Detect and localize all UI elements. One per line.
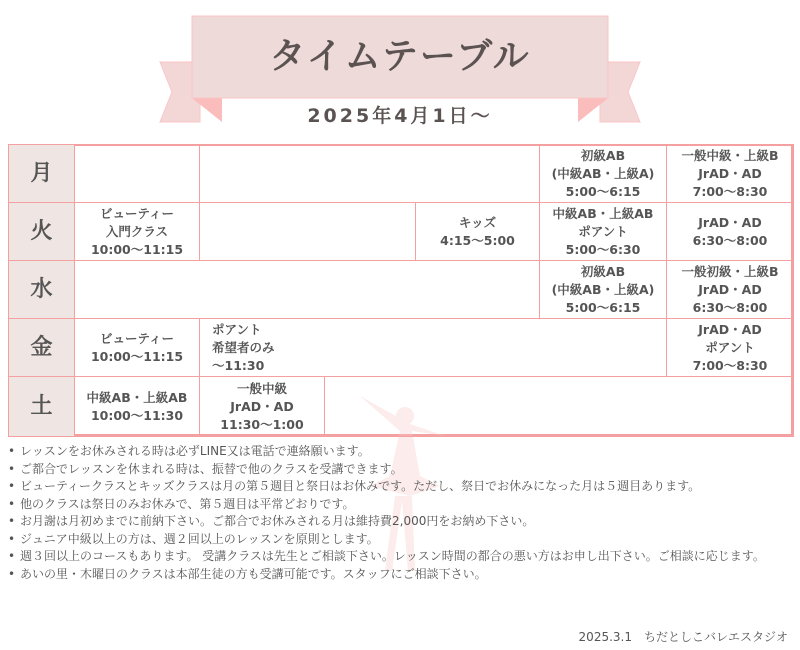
class-line: 5:00～6:15 [565, 299, 641, 315]
class-line: 初級AB [580, 263, 626, 279]
note-item: • お月謝は月初めまでに前納下さい。ご都合でお休みされる月は維持費2,000円をお納め下さい。 [6, 513, 796, 531]
page-title: タイムテーブル [269, 36, 531, 77]
note-item: • レッスンをお休みされる時は必ずLINE又は電話で連絡願います。 [6, 443, 796, 461]
class-line: 10:00～11:30 [90, 407, 184, 423]
class-line: 4:15～5:00 [440, 232, 515, 248]
class-cell [666, 202, 794, 261]
day-text: 金 [30, 334, 53, 360]
class-line: JrAD・AD [698, 281, 762, 297]
class-line: ポアント [705, 339, 755, 355]
class-cell [199, 318, 667, 377]
class-line: 5:00～6:30 [565, 241, 641, 257]
class-line: 7:00～8:30 [692, 183, 768, 199]
day-label [8, 318, 75, 377]
note-item: • 週３回以上のコースもあります。 受講クラスは先生とご相談下さい。レッスン時間の都合の悪い方はお申し出下さい。ご相談に応じます。 [6, 548, 796, 566]
class-line: 10:00～11:15 [90, 348, 184, 364]
class-line: 5:00～6:15 [565, 183, 641, 199]
class-line: ポアント [212, 321, 262, 337]
class-line: 7:00～8:30 [692, 357, 768, 373]
effective-date: 2025年4月1日～ [307, 105, 493, 127]
class-line: ～11:30 [212, 357, 265, 373]
class-line: 11:30～1:00 [220, 416, 304, 432]
class-line: キッズ [458, 214, 497, 230]
class-cell [539, 260, 667, 319]
empty-cell [324, 376, 794, 437]
class-line: 一般中級 [236, 380, 287, 396]
day-text: 火 [30, 218, 53, 244]
day-text: 土 [30, 393, 53, 419]
note-item: • 他のクラスは祭日のみお休みで、第５週目は平常どおりです。 [6, 496, 796, 514]
class-line: (中級AB・上級A) [551, 165, 655, 181]
empty-cell [199, 202, 416, 261]
class-line: 一般中級・上級B [681, 147, 779, 163]
day-label [8, 260, 75, 319]
class-line: JrAD・AD [230, 398, 294, 414]
class-line: 中級AB・上級AB [86, 389, 188, 405]
class-cell [666, 260, 794, 319]
class-line: 初級AB [580, 147, 626, 163]
day-label [8, 202, 75, 261]
note-item: • ご都合でレッスンを休まれる時は、振替で他のクラスを受講できます。 [6, 461, 796, 479]
day-label [8, 144, 75, 203]
note-item: • あいの里・木曜日のクラスは本部生徒の方も受講可能です。スタッフにご相談下さい。 [6, 566, 796, 584]
day-text: 月 [30, 160, 53, 186]
class-cell [74, 202, 200, 261]
class-cell [74, 318, 200, 377]
class-cell [666, 144, 794, 203]
empty-cell [199, 144, 540, 203]
footer-signature: 2025.3.1 ちだとしこバレエスタジオ [578, 630, 788, 644]
class-line: 中級AB・上級AB [552, 205, 654, 221]
class-line: JrAD・AD [698, 165, 762, 181]
note-item: • ビューティークラスとキッズクラスは月の第５週目と祭日はお休みです。ただし、祭日でお休みになった月は５週目あります。 [6, 478, 796, 496]
day-label [8, 376, 75, 437]
class-line: JrAD・AD [698, 321, 762, 337]
day-text: 水 [30, 276, 53, 302]
class-cell [199, 376, 325, 437]
class-cell [415, 202, 540, 261]
class-cell [74, 376, 200, 437]
empty-cell [74, 144, 200, 203]
class-line: 10:00～11:15 [90, 241, 184, 257]
class-line: 6:30～8:00 [692, 299, 768, 315]
class-line: ビューティー [99, 205, 174, 221]
class-cell [539, 202, 667, 261]
notes-list [6, 443, 796, 583]
class-line: ビューティー [99, 330, 174, 346]
class-cell [666, 318, 794, 377]
class-line: ポアント [578, 223, 628, 239]
class-line: JrAD・AD [698, 214, 762, 230]
empty-cell [74, 260, 540, 319]
class-line: 一般初級・上級B [681, 263, 779, 279]
class-line: 6:30～8:00 [692, 232, 768, 248]
class-cell [539, 144, 667, 203]
class-line: (中級AB・上級A) [551, 281, 655, 297]
class-line: 入門クラス [105, 223, 169, 239]
class-line: 希望者のみ [212, 339, 275, 355]
note-item: • ジュニア中級以上の方は、週２回以上のレッスンを原則とします。 [6, 531, 796, 549]
